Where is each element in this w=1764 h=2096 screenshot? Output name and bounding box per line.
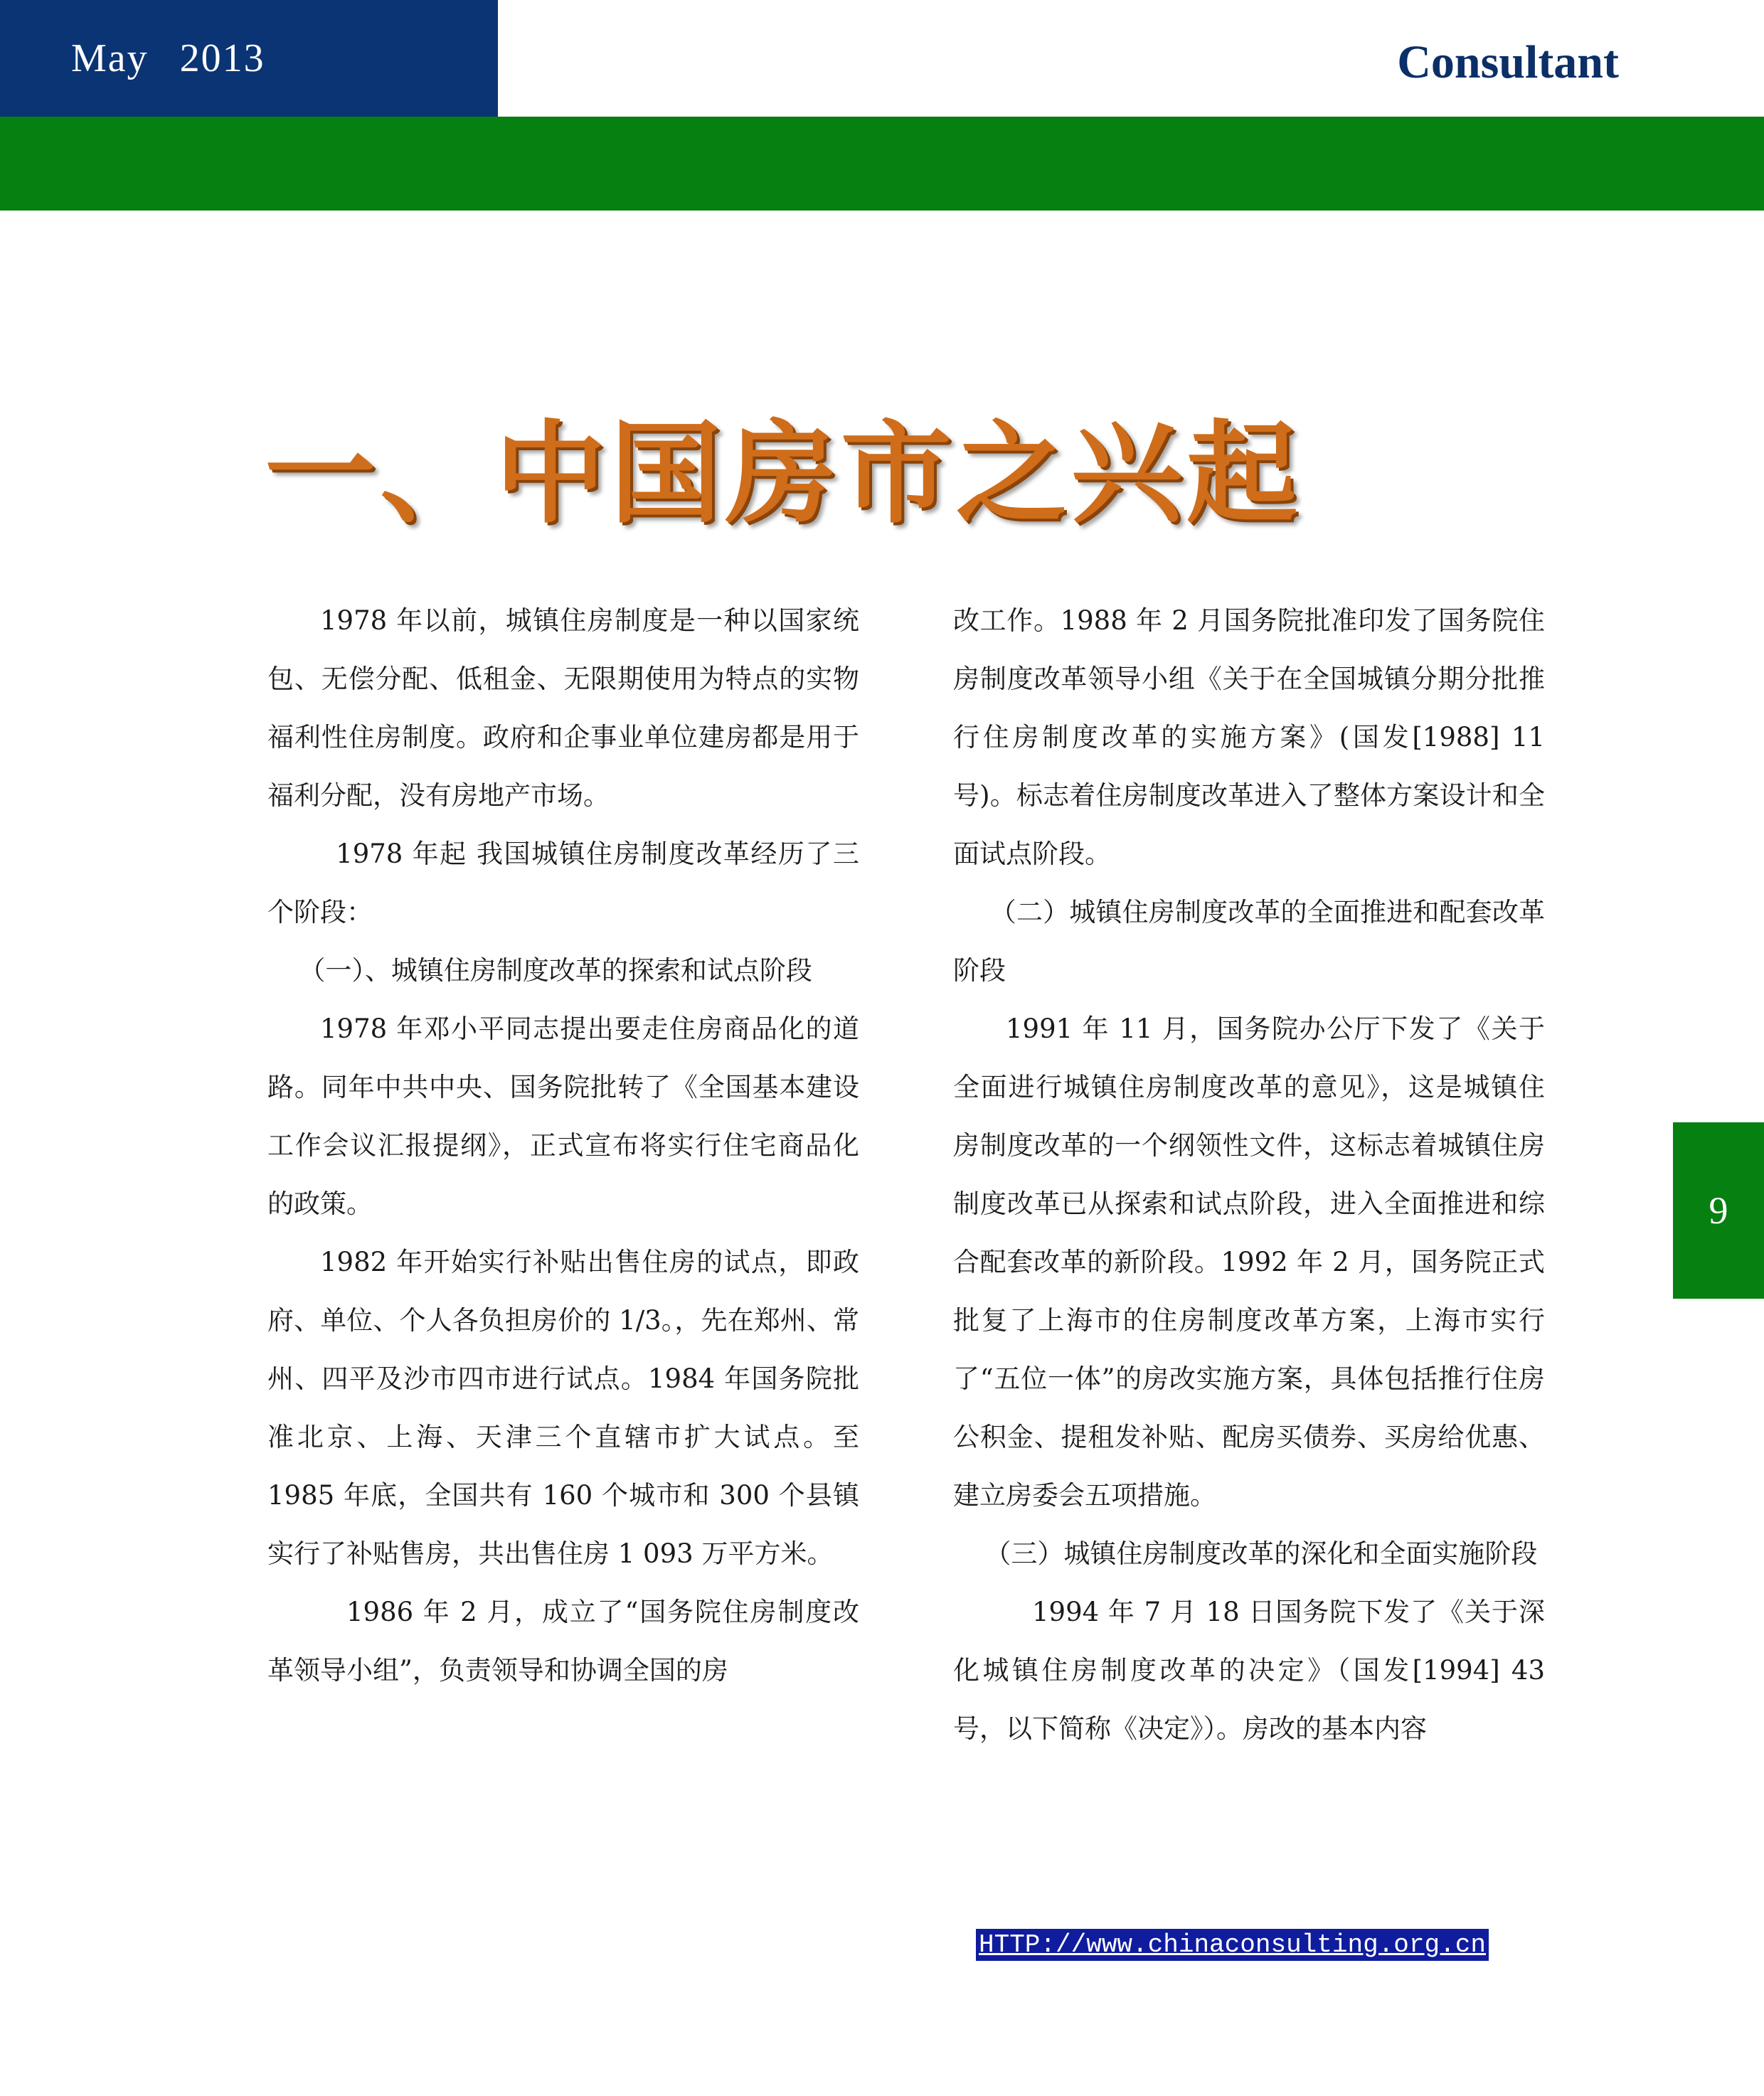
right-column: [953, 592, 1545, 1758]
page-number: 9: [1709, 1189, 1728, 1232]
page-number-tab: [1673, 1122, 1764, 1299]
footer-url-link[interactable]: HTTP://www.chinaconsulting.org.cn: [976, 1929, 1489, 1961]
subsection-heading: （一）、城镇住房制度改革的探索和试点阶段: [299, 955, 812, 986]
paragraph: 1978 年以前，城镇住房制度是一种以国家统包、无偿分配、低租金、无限期使用为特点的实物福利性住房制度。政府和企事业单位建房都是用于福利分配，没有房地产市场。: [267, 605, 859, 811]
issue-date: May 2013: [71, 36, 265, 80]
section-heading: 一、中国房市之兴起: [265, 408, 1302, 538]
subsection-heading: （二）城镇住房制度改革的全面推进和配套改革阶段: [953, 897, 1545, 986]
paragraph: 1986 年 2 月，成立了“国务院住房制度改革领导小组”，负责领导和协调全国的房: [267, 1597, 859, 1686]
left-column: [267, 592, 859, 1700]
paragraph: 1991 年 11 月，国务院办公厅下发了《关于全面进行城镇住房制度改革的意见》，这是城镇住房制度改革的一个纲领性文件，这标志着城镇住房制度改革已从探索和试点阶段，进入全面推进和综合配套改革的新阶段。1992 年 2 月，国务院正式批复了上海市的住房制度改革方案，上海市实行了“五位一体”的房改实施方案，具体包括推行住房公积金、提租发补贴、配房买债券、买房给优惠、建立房委会五项措施。: [953, 1014, 1545, 1511]
paragraph: 1978 年起 我国城镇住房制度改革经历了三个阶段：: [267, 839, 859, 927]
paragraph: 改工作。1988 年 2 月国务院批准印发了国务院住房制度改革领导小组《关于在全国城镇分期分批推行住房制度改革的实施方案》(国发[1988] 11 号)。标志着住房制度改革进入了整体方案设计和全面试点阶段。: [953, 605, 1545, 869]
paragraph: 1978 年邓小平同志提出要走住房商品化的道路。同年中共中央、国务院批转了《全国基本建设工作会议汇报提纲》，正式宣布将实行住宅商品化的政策。: [267, 1014, 859, 1219]
paragraph: 1982 年开始实行补贴出售住房的试点，即政府、单位、个人各负担房价的 1/3。，先在郑州、常州、四平及沙市四市进行试点。1984 年国务院批准北京、上海、天津三个直辖市扩大试点。至 1985 年底，全国共有 160 个城市和 300 个县镇实行了补贴售房，共出售住房 1 093 万平方米。: [267, 1247, 859, 1569]
magazine-brand: Consultant: [1397, 36, 1619, 88]
header-date-block: [0, 0, 498, 117]
header-green-band: [0, 117, 1764, 211]
paragraph: 1994 年 7 月 18 日国务院下发了《关于深化城镇住房制度改革的决定》（国发[1994] 43 号，以下简称《决定》）。房改的基本内容: [953, 1597, 1545, 1744]
subsection-heading: （三）城镇住房制度改革的深化和全面实施阶段: [984, 1538, 1538, 1569]
